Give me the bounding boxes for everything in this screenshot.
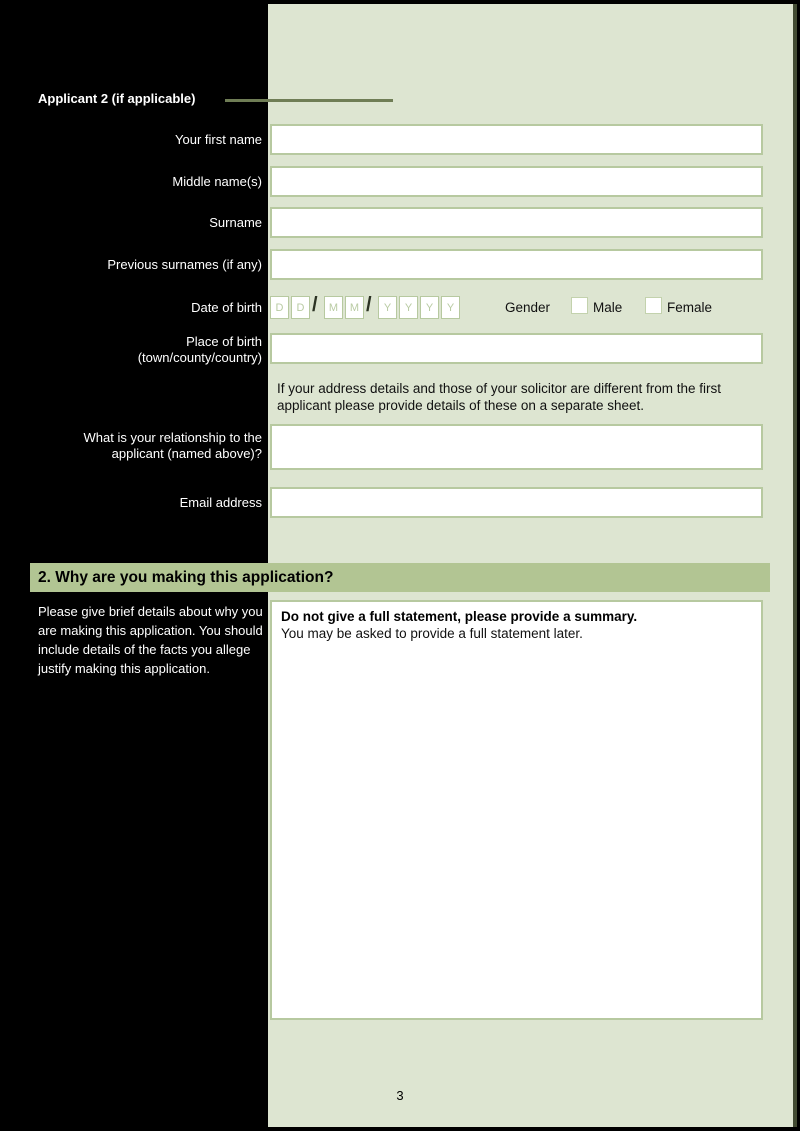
section2-sidebar-note: Please give brief details about why you are making this application. You should include details of the facts you allege justify making this application.: [38, 604, 263, 676]
email-input[interactable]: [270, 487, 763, 518]
dob-month-1[interactable]: [324, 296, 343, 319]
surname-label: Surname: [209, 215, 262, 230]
place-of-birth-label-line2: (town/county/country): [137, 350, 262, 365]
gender-female-label: Female: [667, 300, 713, 315]
place-of-birth-label-line1: Place of birth: [186, 334, 262, 349]
address-note: If your address details and those of your solicitor are different from the first applicant please provide details of these on a separate sheet.: [277, 381, 721, 413]
page-number: 3: [396, 1088, 404, 1103]
gender-female-checkbox[interactable]: [645, 297, 662, 314]
gender-label: Gender: [505, 300, 551, 315]
summary-instruction-bold: Do not give a full statement, please provide a summary.: [281, 609, 638, 624]
gender-male-checkbox[interactable]: [571, 297, 588, 314]
relationship-label-line1: What is your relationship to the: [83, 430, 262, 445]
header-rule: [225, 99, 393, 102]
place-of-birth-input[interactable]: [270, 333, 763, 364]
dob-slash-1: /: [312, 294, 318, 316]
first-name-label: Your first name: [175, 132, 262, 147]
section2-heading: 2. Why are you making this application?: [30, 563, 770, 592]
dob-year-4[interactable]: [441, 296, 460, 319]
application-reason-textarea[interactable]: [270, 600, 763, 1020]
dob-day-1[interactable]: [270, 296, 289, 319]
first-name-input[interactable]: [270, 124, 763, 155]
gender-male-label: Male: [593, 300, 623, 315]
previous-surnames-label: Previous surnames (if any): [107, 257, 262, 272]
dob-month-2[interactable]: [345, 296, 364, 319]
dob-label: Date of birth: [191, 300, 262, 315]
summary-instruction-normal: You may be asked to provide a full statement later.: [281, 626, 583, 641]
dob-year-2[interactable]: [399, 296, 418, 319]
email-label: Email address: [179, 495, 262, 510]
dob-year-1[interactable]: [378, 296, 397, 319]
middle-name-input[interactable]: [270, 166, 763, 197]
relationship-input[interactable]: [270, 424, 763, 470]
applicant2-section-header: Applicant 2 (if applicable): [38, 91, 196, 106]
dob-slash-2: /: [366, 294, 372, 316]
dob-year-3[interactable]: [420, 296, 439, 319]
place-of-birth-label: [30, 334, 262, 366]
dob-day-2[interactable]: [291, 296, 310, 319]
previous-surnames-input[interactable]: [270, 249, 763, 280]
relationship-label-line2: applicant (named above)?: [111, 446, 262, 461]
surname-input[interactable]: [270, 207, 763, 238]
relationship-label: [30, 430, 262, 462]
middle-name-label: Middle name(s): [172, 174, 262, 189]
